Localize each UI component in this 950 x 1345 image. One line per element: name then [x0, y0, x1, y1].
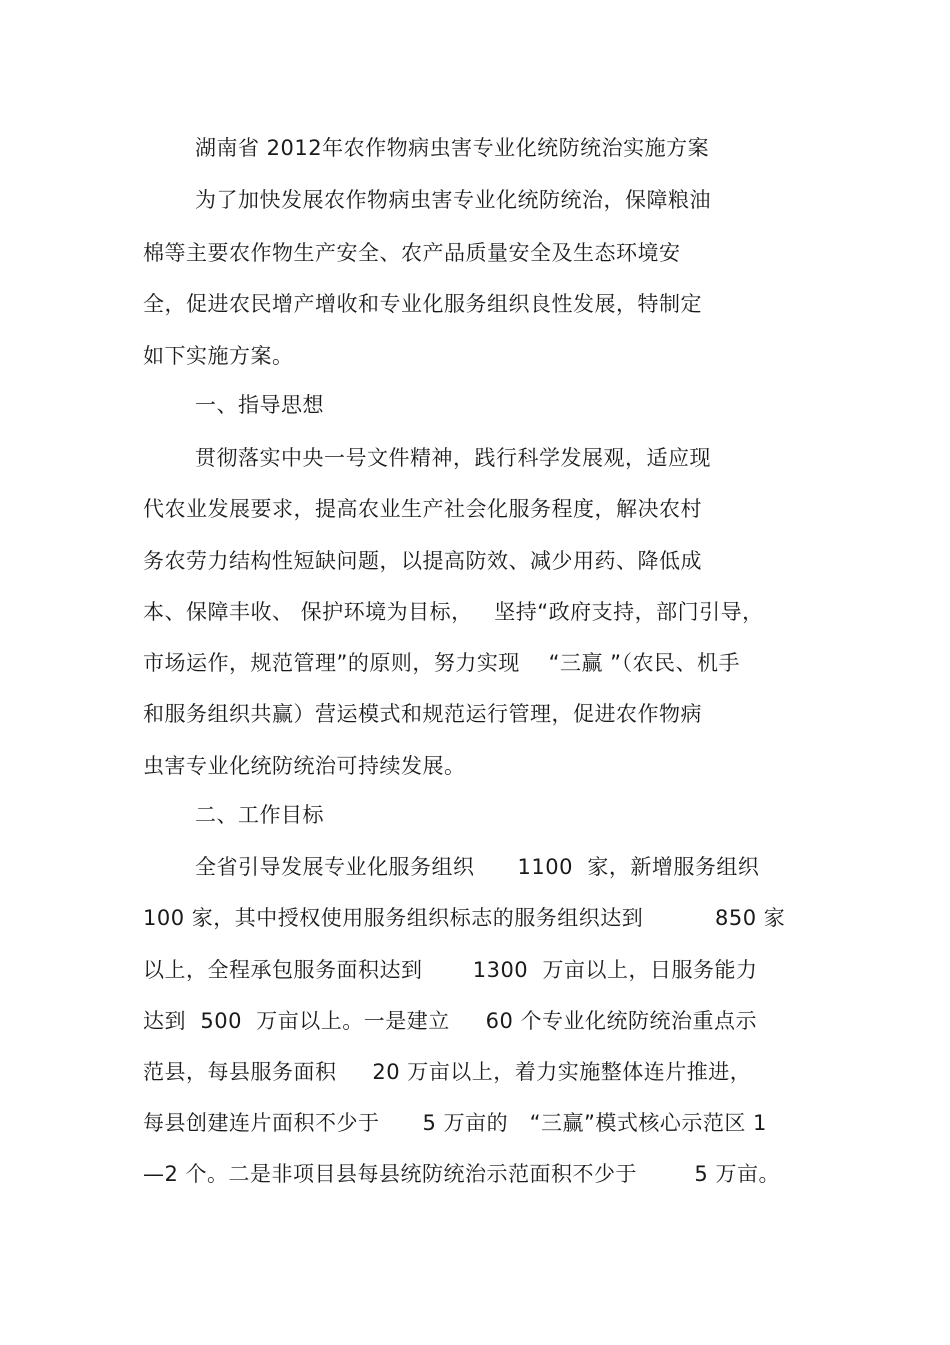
paragraph-line: 达到 500 万亩以上。一是建立 60 个专业化统防统治重点示 — [143, 1009, 758, 1033]
paragraph-line: 虫害专业化统防统治可持续发展。 — [143, 754, 466, 778]
paragraph-line: —2 个。二是非项目县每县统防统治示范面积不少于 5 万亩。 — [143, 1162, 780, 1186]
paragraph-line: 范县，每县服务面积 20 万亩以上，着力实施整体连片推进， — [143, 1060, 752, 1084]
paragraph-line: 以上，全程承包服务面积达到 1300 万亩以上，日服务能力 — [143, 958, 758, 982]
paragraph-line: 每县创建连片面积不少于 5 万亩的 “三赢”模式核心示范区 1 — [143, 1111, 767, 1135]
paragraph-line: 全，促进农民增产增收和专业化服务组织良性发展，特制定 — [143, 292, 702, 316]
paragraph-line: 为了加快发展农作物病虫害专业化统防统治，保障粮油 — [195, 188, 711, 212]
paragraph-line: 100 家，其中授权使用服务组织标志的服务组织达到 850 家 — [143, 906, 786, 930]
document-title: 湖南省 2012年农作物病虫害专业化统防统治实施方案 — [195, 136, 710, 160]
paragraph-line: 代农业发展要求，提高农业生产社会化服务程度，解决农村 — [143, 497, 702, 521]
section-heading: 一、指导思想 — [195, 393, 324, 417]
paragraph-line: 本、保障丰收、 保护环境为目标， 坚持“政府支持，部门引导， — [143, 600, 764, 624]
paragraph-line: 如下实施方案。 — [143, 344, 294, 368]
paragraph-line: 务农劳力结构性短缺问题，以提高防效、减少用药、降低成 — [143, 549, 702, 573]
section-heading: 二、工作目标 — [195, 803, 324, 827]
paragraph-line: 棉等主要农作物生产安全、农产品质量安全及生态环境安 — [143, 241, 681, 265]
paragraph-line: 和服务组织共赢）营运模式和规范运行管理，促进农作物病 — [143, 702, 702, 726]
paragraph-line: 全省引导发展专业化服务组织 1100 家，新增服务组织 — [195, 855, 760, 879]
paragraph-line: 贯彻落实中央一号文件精神，践行科学发展观，适应现 — [195, 446, 711, 470]
paragraph-line: 市场运作，规范管理”的原则，努力实现 “三赢 ”（农民、机手 — [143, 651, 741, 675]
